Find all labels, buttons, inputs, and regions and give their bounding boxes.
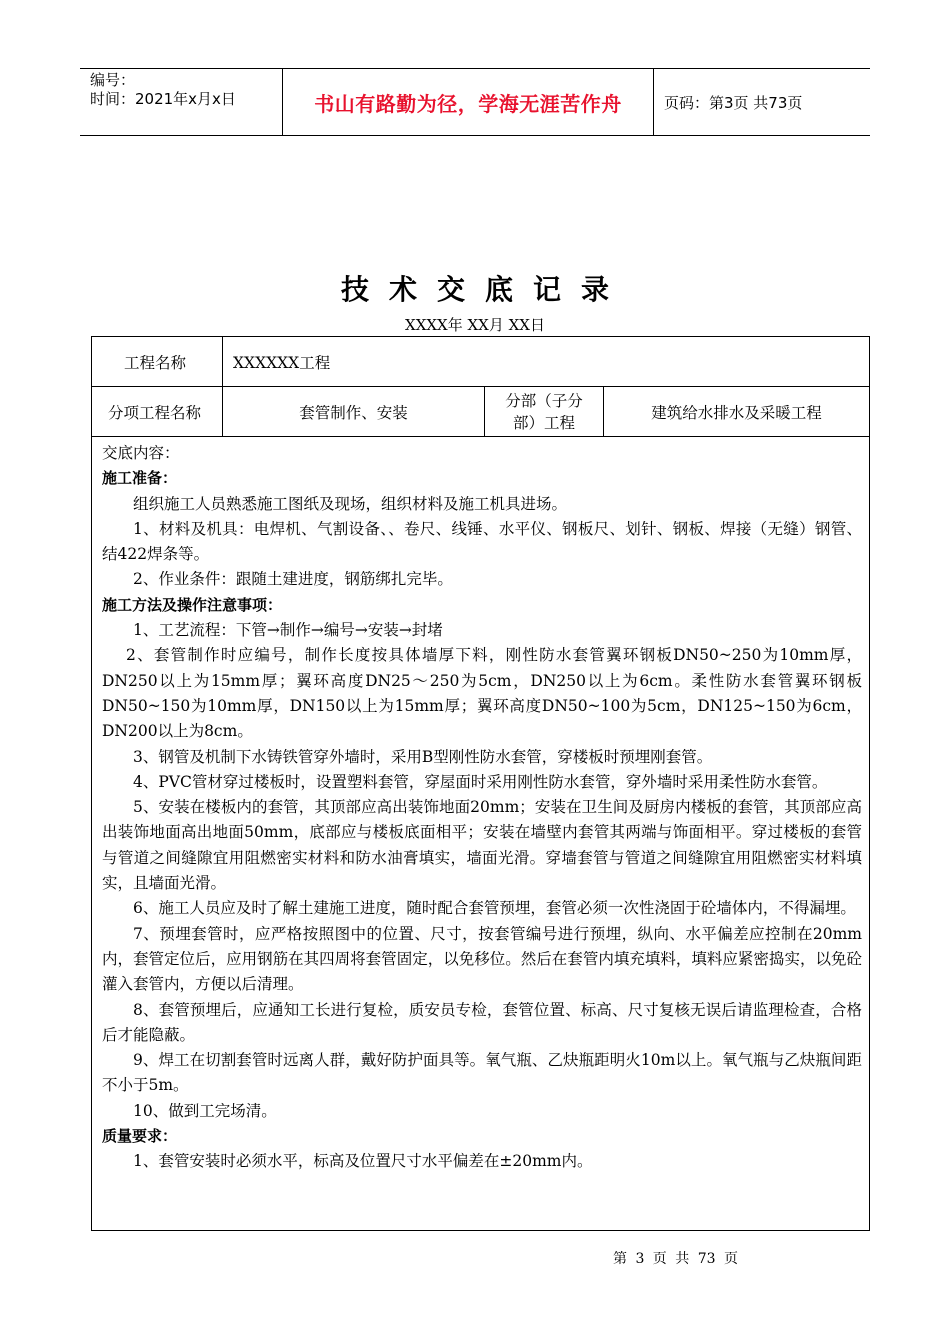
- page-info: 页码：第3页 共73页: [664, 93, 803, 112]
- document-number: 编号：: [90, 71, 136, 89]
- project-name-label: 工程名称: [92, 337, 223, 386]
- method-item-9: 9、焊工在切割套管时远离人群，戴好防护面具等。氧气瓶、乙炔瓶距明火10m以上。氧气瓶与乙炔瓶间距不小于5m。: [102, 1051, 862, 1095]
- document-time: 时间：2021年x月x日: [90, 90, 236, 108]
- prep-paragraph-0: 组织施工人员熟悉施工图纸及现场，组织材料及施工机具进场。: [133, 494, 568, 513]
- method-item-2: 2、套管制作时应编号，制作长度按具体墙厚下料，刚性防水套管翼环钢板DN50~250为10mm厚，DN250以上为15mm厚；翼环高度DN25～250为5cm，DN250以上为6cm。柔性防水套管翼环钢板DN50~150为10mm厚，DN150以上为15mm厚；翼环高度DN50~100为5cm，DN125~150为6cm，DN200以上为8cm。: [102, 646, 862, 741]
- method-heading: 施工方法及操作注意事项：: [102, 595, 283, 614]
- header-motto-cell: [282, 69, 654, 135]
- motto-text: 书山有路勤为径，学海无涯苦作舟: [314, 91, 622, 116]
- quality-item-1: 1、套管安装时必须水平，标高及位置尺寸水平偏差在±20mm内。: [133, 1152, 593, 1171]
- method-item-7: 7、预埋套管时，应严格按照图中的位置、尺寸，按套管编号进行预埋，纵向、水平偏差应控制在20mm内，套管定位后，应用钢筋在其四周将套管固定，以免移位。然后在套管内填充填料，填料应紧密捣实，以免砼灌入套管内，方便以后清理。: [102, 924, 862, 994]
- method-item-1: 1、工艺流程：下管→制作→编号→安装→封堵: [133, 621, 443, 640]
- record-table: [91, 336, 870, 1231]
- prep-heading: 施工准备：: [102, 469, 178, 488]
- method-item-5: 5、安装在楼板内的套管，其顶部应高出装饰地面20mm；安装在卫生间及厨房内楼板的套管，其顶部应高出装饰地面高出地面50mm，底部应与楼板底面相平；安装在墙壁内套管其两端与饰面相平。穿过楼板的套管与管道之间缝隙宜用阻燃密实材料和防水油膏填实，墙面光滑。穿墙套管与管道之间缝隙宜用阻燃密实材料填实，且墙面光滑。: [102, 798, 862, 893]
- project-name-value: XXXXXX工程: [233, 353, 331, 372]
- sub-item-label: 分项工程名称: [92, 387, 223, 436]
- division-label: 分部（子分部）工程: [485, 387, 604, 436]
- division-value: 建筑给水排水及采暖工程: [651, 403, 822, 422]
- page-footer: 第 3 页 共 73 页: [613, 1251, 738, 1267]
- method-item-4: 4、PVC管材穿过楼板时，设置塑料套管，穿屋面时采用刚性防水套管，穿外墙时采用柔性防水套管。: [133, 772, 828, 791]
- method-item-8: 8、套管预埋后，应通知工长进行复检，质安员专检，套管位置、标高、尺寸复核无误后请监理检查，合格后才能隐蔽。: [102, 1000, 862, 1044]
- method-item-3: 3、钢管及机制下水铸铁管穿外墙时，采用B型刚性防水套管，穿楼板时预埋刚套管。: [133, 747, 713, 766]
- method-item-6: 6、施工人员应及时了解土建施工进度，随时配合套管预埋，套管必须一次性浇固于砼墙体内，不得漏埋。: [133, 899, 856, 918]
- project-name-row: [92, 337, 869, 387]
- sub-item-value: 套管制作、安装: [223, 387, 485, 436]
- header-meta-cell: [80, 69, 282, 135]
- prep-paragraph-2: 2、作业条件：跟随土建进度，钢筋绑扎完毕。: [133, 570, 453, 589]
- content-intro: 交底内容：: [102, 444, 180, 462]
- record-date: XXXX年 XX月 XX日: [405, 316, 545, 334]
- sub-item-row: [92, 387, 869, 437]
- quality-heading: 质量要求：: [102, 1127, 178, 1146]
- prep-paragraph-1: 1、材料及机具：电焊机、气割设备、、卷尺、线锤、水平仪、钢板尺、划针、钢板、焊接（无缝）钢管、结422焊条等。: [102, 519, 862, 564]
- method-item-10: 10、做到工完场清。: [133, 1101, 277, 1120]
- disclosure-content: [102, 441, 862, 1175]
- page-title: 技术交底记录: [340, 273, 629, 306]
- page-header: [80, 68, 870, 136]
